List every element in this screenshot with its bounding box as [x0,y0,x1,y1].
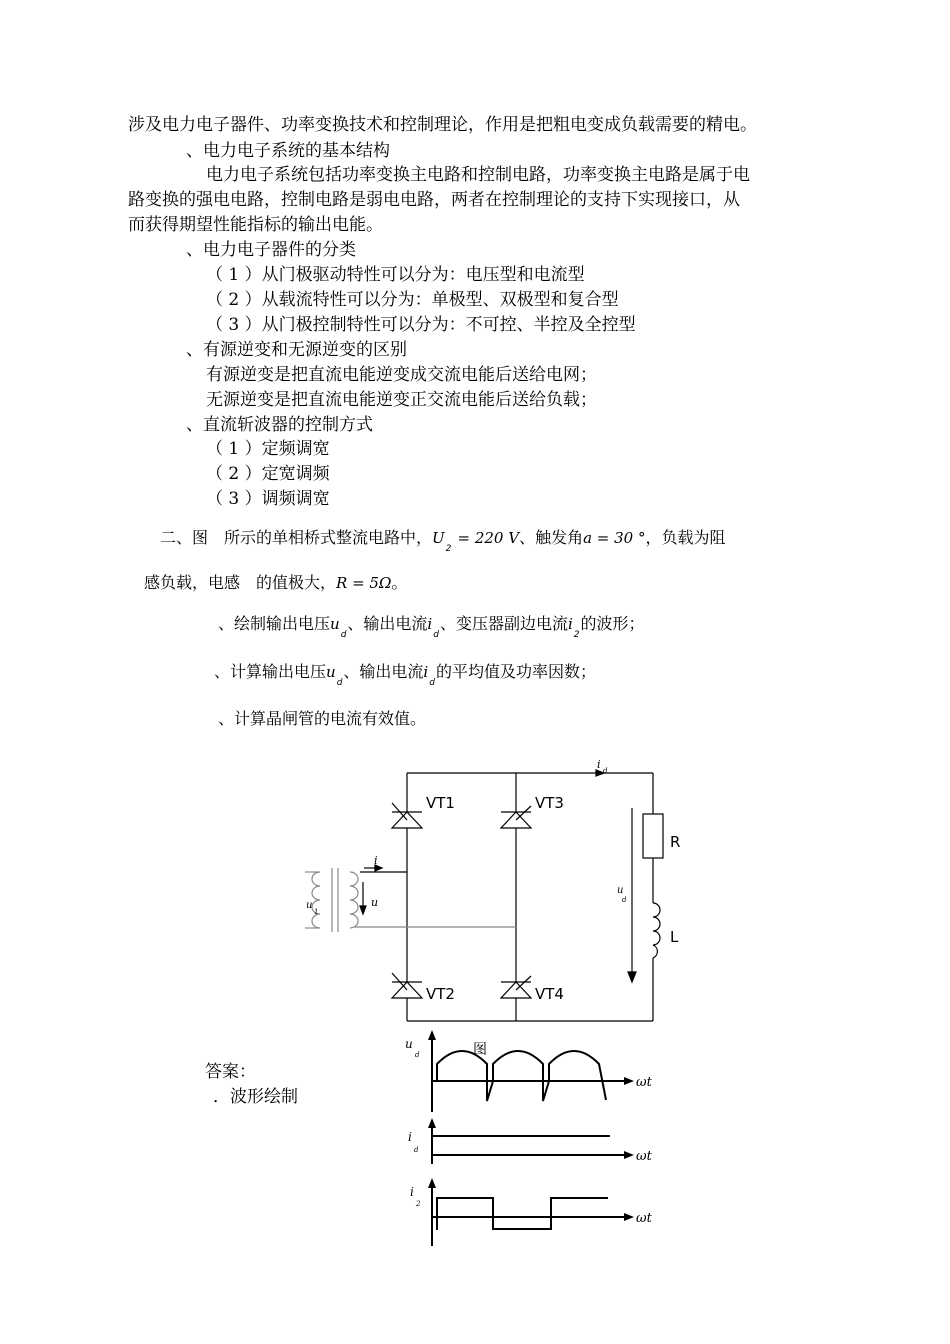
ud-axis-label: u [405,1037,413,1051]
paragraph-structure-1: 电力电子系统包括功率变换主电路和控制电路，功率变换主电路是属于电 [206,165,750,185]
id-axis-label: i [408,1130,412,1144]
list-item: （ 1 ）定频调宽 [206,439,330,459]
ud-sub: d [622,896,627,904]
ud-waveform [437,1051,606,1101]
inductor-label: L [670,928,679,946]
answer-label: 答案： [205,1062,256,1082]
axis-label-wt: ωt [636,1075,652,1090]
list-item: （ 3 ）调频调宽 [206,489,330,509]
paragraph-structure-3: 而获得期望性能指标的输出电能。 [128,215,383,235]
i-in-label: i [374,854,378,867]
vt4-label: VT4 [535,985,564,1003]
list-item: （ 2 ）定宽调频 [206,464,330,484]
vt3-label: VT3 [535,794,564,812]
figure-label: 图 [473,1042,487,1058]
u-in-label: u [371,896,379,909]
u1-sub: 1 [314,908,319,916]
paragraph-structure-2: 路变换的强电电路，控制电路是弱电电路，两者在控制理论的支持下实现接口，从 [128,190,740,210]
axis-label-wt: ωt [636,1211,652,1226]
id-axis-sub: d [414,1146,419,1154]
vt2-label: VT2 [426,985,455,1003]
question-3: 、计算晶闸管的电流有效值。 [218,709,427,728]
heading-inversion: 、有源逆变和无源逆变的区别 [186,340,407,360]
vt1-label: VT1 [426,794,455,812]
ud-label: u [617,885,624,896]
ud-axis-sub: d [415,1051,420,1059]
heading-chopper: 、直流斩波器的控制方式 [186,415,373,435]
list-item: （ 3 ）从门极控制特性可以分为：不可控、半控及全控型 [206,315,636,335]
paragraph-passive-inversion: 无源逆变是把直流电能逆变正交流电能后送给负载； [206,390,597,410]
paragraph-intro: 涉及电力电子器件、功率变换技术和控制理论，作用是把粗电变成负载需要的精电。 [128,115,757,135]
i2-axis-label: i [410,1185,414,1199]
i2-axis-sub: 2 [416,1200,421,1208]
axis-label-wt: ωt [636,1149,652,1164]
list-item: （ 1 ）从门极驱动特性可以分为：电压型和电流型 [206,265,585,285]
resistor-label: R [670,833,681,851]
id-sub: d [603,767,608,775]
heading-classification: 、电力电子器件的分类 [186,240,356,260]
i2-waveform [437,1198,608,1230]
problem-intro: 二、图 所示的单相桥式整流电路中，$U_2 = 220$ V、触发角a = 30 °，负载为阻 [160,528,726,554]
id-label: i [597,758,601,771]
question-2: 、计算输出电压$u_d$、输出电流$i_d$的平均值及功率因数； [214,662,596,688]
answer-item: ．波形绘制 [213,1087,298,1107]
heading-structure: 、电力电子系统的基本结构 [186,141,390,161]
u1-label: u [306,900,313,911]
list-item: （ 2 ）从载流特性可以分为：单极型、双极型和复合型 [206,290,619,310]
question-1: 、绘制输出电压$u_d$、输出电流$i_d$、变压器副边电流$i_2$的波形； [218,614,645,640]
problem-load: 感负载，电感 的值极大，R = 5Ω。 [144,573,408,592]
paragraph-active-inversion: 有源逆变是把直流电能逆变成交流电能后送给电网； [206,365,597,385]
